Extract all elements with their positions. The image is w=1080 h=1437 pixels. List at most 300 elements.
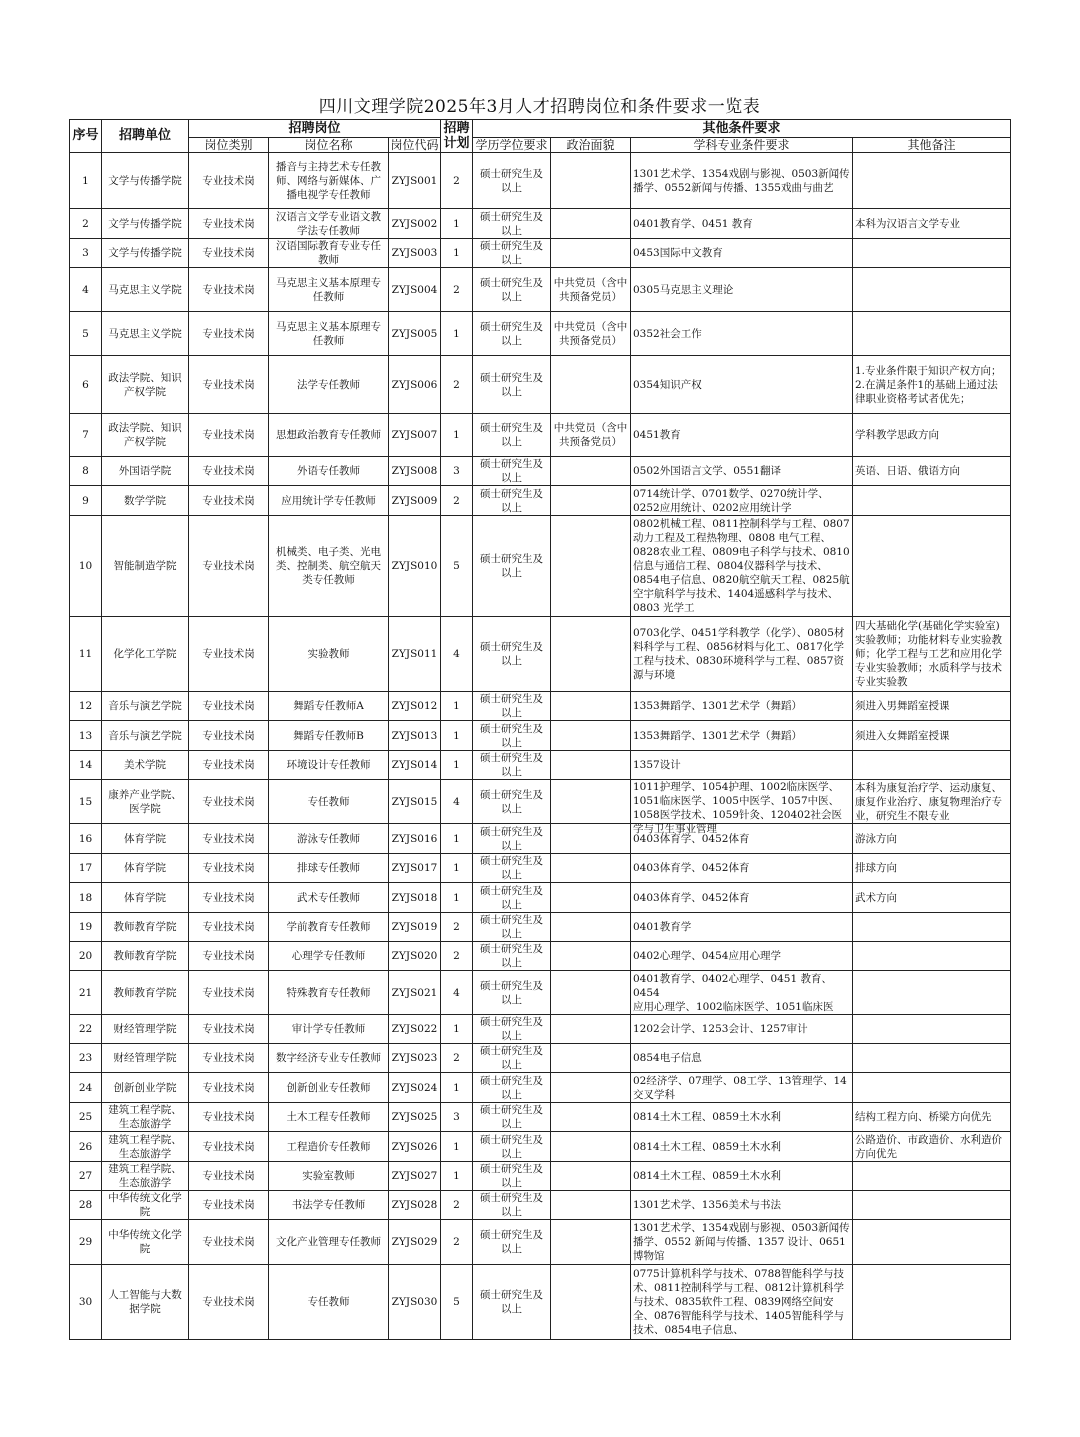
cell-remark [853,1073,1011,1103]
table-row [70,854,1011,883]
cell-unit [102,457,189,486]
cell-major [631,1044,853,1073]
cell-type-text: 专业技术岗 [202,429,255,441]
cell-name-text: 马克思主义基本原理专任教师 [276,276,381,303]
cell-plan-text: 5 [453,560,460,572]
cell-plan [441,268,473,312]
cell-seq-text: 11 [78,648,93,660]
cell-plan-text: 2 [453,1236,460,1248]
cell-major [631,268,853,312]
cell-name [269,1132,389,1162]
cell-degree-text: 硕士研究生及以上 [480,914,543,940]
cell-seq [70,209,102,239]
cell-degree-text: 硕士研究生及以上 [480,943,543,969]
cell-politics-text: 中共党员（含中共预备党员） [553,276,628,303]
cell-remark-text: 排球方向 [855,862,897,874]
cell-name-text: 审计学专任教师 [291,1023,366,1035]
cell-plan [441,780,473,824]
cell-code [389,721,441,751]
cell-plan-text: 2 [453,1052,460,1064]
cell-degree [473,971,551,1015]
cell-name-text: 外语专任教师 [297,465,360,477]
cell-major [631,971,853,1015]
cell-type [189,1073,269,1103]
cell-type-text: 专业技术岗 [202,465,255,477]
cell-code-text: ZYJS011 [391,648,438,660]
cell-seq [70,1044,102,1073]
cell-code [389,1103,441,1132]
cell-name [269,692,389,721]
cell-degree [473,1132,551,1162]
cell-plan-text: 4 [453,795,460,808]
cell-name-text: 游泳专任教师 [297,832,360,845]
cell-remark-text: 须进入女舞蹈室授课 [855,729,950,742]
cell-major [631,209,853,239]
cell-remark [853,1265,1011,1340]
cell-remark [853,414,1011,457]
cell-plan-text: 1 [453,429,460,441]
cell-type-text: 专业技术岗 [202,986,255,999]
cell-code-text: ZYJS023 [391,1052,438,1064]
cell-type [189,239,269,268]
cell-major [631,239,853,268]
cell-type [189,883,269,913]
cell-remark [853,268,1011,312]
cell-unit-text: 政法学院、知识产权学院 [108,371,182,398]
cell-politics [551,1132,631,1162]
cell-plan-text: 5 [453,1296,460,1308]
cell-name [269,854,389,883]
cell-code-text: ZYJS013 [391,729,438,742]
cell-unit [102,268,189,312]
cell-degree-text: 硕士研究生及以上 [480,855,543,881]
cell-degree [473,1265,551,1340]
cell-name [269,486,389,516]
cell-plan [441,1015,473,1044]
cell-seq [70,780,102,824]
cell-major-text: 1301艺术学、1356美术与书法 [633,1199,781,1211]
cell-seq [70,1220,102,1265]
cell-name [269,883,389,913]
cell-code-text: ZYJS020 [391,950,438,962]
cell-name-text: 思想政治教育专任教师 [276,429,381,441]
cell-name [269,1073,389,1103]
cell-unit [102,486,189,516]
cell-name-text: 汉语国际教育专业专任教师 [276,240,381,266]
cell-seq [70,1073,102,1103]
cell-code-text: ZYJS008 [391,465,438,477]
cell-unit-text: 人工智能与大数据学院 [108,1289,182,1315]
cell-code-text: ZYJS003 [391,247,438,259]
cell-remark [853,780,1011,824]
cell-plan [441,1220,473,1265]
cell-type [189,780,269,824]
table-row [70,209,1011,239]
cell-plan-text: 2 [453,950,460,962]
cell-politics [551,692,631,721]
cell-code-text: ZYJS030 [391,1296,438,1308]
cell-major-text: 0354知识产权 [633,378,702,391]
cell-major-text: 1301艺术学、1354戏剧与影视、0503新闻传播学、0552新闻与传播、1355戏曲与曲艺 [633,167,850,194]
table-row [70,751,1011,780]
cell-name-text: 专任教师 [307,1296,350,1308]
cell-seq-text: 30 [78,1296,93,1308]
cell-major-text: 0453国际中文教育 [633,247,723,259]
cell-unit [102,153,189,209]
cell-name [269,414,389,457]
cell-degree [473,1162,551,1191]
cell-name [269,971,389,1015]
cell-politics-text: 中共党员（含中共预备党员） [553,422,628,448]
cell-plan [441,414,473,457]
cell-name [269,1162,389,1191]
cell-degree-text: 硕士研究生及以上 [480,1133,543,1160]
cell-plan-text: 3 [453,465,460,477]
cell-type-text: 专业技术岗 [202,1199,255,1211]
cell-major [631,1132,853,1162]
cell-code [389,153,441,209]
cell-remark [853,942,1011,971]
cell-major [631,692,853,721]
cell-name-text: 土木工程专任教师 [286,1111,371,1123]
cell-type-text: 专业技术岗 [202,950,255,962]
cell-unit [102,1191,189,1220]
cell-unit [102,913,189,942]
cell-seq [70,971,102,1015]
table-row [70,1044,1011,1073]
cell-remark-text: 本科为康复治疗学、运动康复、康复作业治疗、康复物理治疗专业，研究生不限专业 [855,781,1002,822]
table-row [70,312,1011,356]
header-remarks: 其他备注 [853,138,1011,153]
cell-code-text: ZYJS026 [391,1140,438,1153]
cell-major [631,312,853,356]
cell-unit-text: 创新创业学院 [113,1081,177,1094]
cell-name-text: 机械类、电子类、光电类、控制类、航空航天类专任教师 [276,546,381,586]
cell-code [389,1132,441,1162]
cell-unit [102,1103,189,1132]
cell-plan [441,883,473,913]
cell-plan [441,1162,473,1191]
cell-type [189,824,269,854]
cell-politics [551,457,631,486]
table-row [70,486,1011,516]
cell-name [269,516,389,617]
cell-unit-text: 教师教育学院 [113,986,177,999]
cell-code [389,942,441,971]
cell-major-text: 0402心理学、0454应用心理学 [633,950,781,962]
table-row [70,239,1011,268]
cell-degree-text: 硕士研究生及以上 [480,167,543,194]
cell-remark [853,1044,1011,1073]
cell-plan [441,971,473,1015]
table-row [70,516,1011,617]
cell-name-text: 特殊教育专任教师 [286,986,371,999]
cell-code [389,457,441,486]
cell-name [269,913,389,942]
table-row [70,1132,1011,1162]
cell-code-text: ZYJS029 [391,1236,438,1248]
cell-remark [853,356,1011,414]
cell-major-text: 0775计算机科学与技术、0788智能科学与技术、0811控制科学与工程、0812计算机科学与技术、0835软件工程、0839网络空间安全、0876智能科学与技术、1405智能科学与技术、0854电子信息、 [633,1268,844,1336]
cell-seq [70,414,102,457]
cell-plan [441,824,473,854]
cell-major [631,1103,853,1132]
cell-unit [102,414,189,457]
cell-remark [853,721,1011,751]
cell-major-text: 0802机械工程、0811控制科学与工程、0807 动力工程及工程热物理、0808 电气工程、0828农业工程、0809电子科学与技术、0810信息与通信工程、0804仪器科学与技术、0854电子信息、0820航空航天工程、0825航空宇航科学与技术、1404遥感科学与技术、0803 光学工 [633,518,850,614]
cell-degree-text: 硕士研究生及以上 [480,641,543,667]
cell-name-text: 武术专任教师 [297,891,360,904]
cell-major-text: 02经济学、07理学、08工学、13管理学、14交叉学科 [633,1074,847,1101]
cell-degree-text: 硕士研究生及以上 [480,693,543,719]
cell-type-text: 专业技术岗 [202,862,255,874]
cell-name-text: 环境设计专任教师 [286,759,371,771]
cell-major-text: 0401教育学、0402心理学、0451 教育、0454 应用心理学、1002临床医学、1051临床医 [633,972,834,1013]
cell-unit-text: 中华传统文化学院 [108,1229,182,1255]
cell-degree-text: 硕士研究生及以上 [480,1163,543,1189]
table-row [70,1265,1011,1340]
cell-degree [473,942,551,971]
cell-seq [70,1132,102,1162]
cell-degree [473,268,551,312]
cell-plan-text: 1 [453,1170,460,1182]
cell-unit [102,239,189,268]
cell-remark [853,1162,1011,1191]
cell-plan-text: 2 [453,921,460,933]
cell-unit-text: 马克思主义学院 [108,283,182,296]
cell-code-text: ZYJS015 [391,795,438,808]
cell-plan [441,692,473,721]
cell-type [189,942,269,971]
cell-major [631,153,853,209]
cell-code [389,1220,441,1265]
cell-remark-text: 公路造价、市政造价、水利造价方向优先 [855,1133,1002,1160]
table-row [70,1191,1011,1220]
cell-degree [473,1220,551,1265]
cell-major-text: 0401教育学 [633,921,692,933]
cell-seq-text: 22 [78,1023,93,1035]
header-post-name: 岗位名称 [269,138,389,153]
cell-name-text: 舞蹈专任教师A [293,700,364,712]
cell-major [631,457,853,486]
cell-name-text: 心理学专任教师 [291,950,366,962]
cell-name-text: 学前教育专任教师 [286,921,371,933]
cell-politics [551,356,631,414]
cell-seq-text: 23 [78,1052,93,1064]
cell-degree [473,721,551,751]
cell-unit-text: 体育学院 [124,862,166,874]
cell-remark-text: 结构工程方向、桥梁方向优先 [855,1111,992,1123]
cell-politics [551,854,631,883]
cell-politics [551,239,631,268]
cell-plan [441,486,473,516]
cell-remark-text: 游泳方向 [855,832,897,845]
cell-politics [551,824,631,854]
cell-remark [853,1132,1011,1162]
cell-degree-text: 硕士研究生及以上 [480,979,543,1006]
cell-major [631,1220,853,1265]
cell-code [389,209,441,239]
header-position-group: 招聘岗位 [189,120,441,138]
cell-unit [102,751,189,780]
cell-name [269,356,389,414]
table-row [70,1015,1011,1044]
cell-type [189,751,269,780]
cell-politics [551,1015,631,1044]
cell-remark [853,824,1011,854]
header-major: 学科专业条件要求 [631,138,853,153]
table-row [70,883,1011,913]
cell-type [189,312,269,356]
cell-politics [551,1103,631,1132]
cell-plan [441,942,473,971]
cell-seq [70,824,102,854]
table-row [70,692,1011,721]
cell-unit-text: 音乐与演艺学院 [108,700,182,712]
cell-politics [551,1265,631,1340]
cell-type [189,1103,269,1132]
cell-remark [853,1191,1011,1220]
cell-code [389,780,441,824]
cell-plan [441,516,473,617]
cell-name [269,268,389,312]
cell-unit-text: 智能制造学院 [113,560,177,572]
cell-code [389,913,441,942]
cell-unit-text: 体育学院 [124,832,166,845]
cell-plan [441,1132,473,1162]
cell-seq-text: 10 [78,560,93,572]
cell-seq-text: 6 [82,378,89,391]
cell-seq-text: 14 [78,759,93,771]
cell-major-text: 1353舞蹈学、1301艺术学（舞蹈） [633,700,802,712]
cell-unit [102,1162,189,1191]
cell-degree-text: 硕士研究生及以上 [480,788,543,815]
cell-code [389,239,441,268]
header-politics: 政治面貌 [551,138,631,153]
cell-name [269,751,389,780]
cell-degree-text: 硕士研究生及以上 [480,1045,543,1071]
table-row [70,153,1011,209]
cell-plan-text: 4 [453,648,460,660]
cell-seq [70,486,102,516]
cell-code [389,268,441,312]
cell-name [269,824,389,854]
cell-plan [441,617,473,692]
cell-degree-text: 硕士研究生及以上 [480,320,543,347]
cell-remark [853,239,1011,268]
cell-unit [102,1132,189,1162]
cell-unit-text: 文学与传播学院 [108,217,182,230]
cell-degree-text: 硕士研究生及以上 [480,884,543,911]
cell-major-text: 0814土木工程、0859土木水利 [633,1111,781,1123]
cell-code-text: ZYJS006 [391,378,438,391]
cell-type [189,268,269,312]
cell-name [269,1044,389,1073]
cell-remark [853,486,1011,516]
cell-name [269,1220,389,1265]
cell-remark [853,312,1011,356]
cell-seq-text: 19 [78,921,93,933]
cell-remark [853,457,1011,486]
cell-code-text: ZYJS019 [391,921,438,933]
cell-unit-text: 美术学院 [124,759,166,771]
cell-unit [102,617,189,692]
cell-name [269,457,389,486]
cell-name [269,209,389,239]
cell-major-text: 1357设计 [633,759,681,771]
cell-code [389,1265,441,1340]
cell-plan-text: 2 [453,174,460,187]
cell-name [269,1103,389,1132]
cell-degree [473,414,551,457]
cell-seq-text: 15 [78,795,93,808]
cell-degree [473,617,551,692]
cell-code [389,486,441,516]
cell-degree-text: 硕士研究生及以上 [480,1074,543,1101]
cell-name-text: 汉语言文学专业语文教学法专任教师 [276,210,381,237]
header-post-type: 岗位类别 [189,138,269,153]
cell-plan [441,1265,473,1340]
cell-politics [551,209,631,239]
cell-type [189,1132,269,1162]
cell-degree-text: 硕士研究生及以上 [480,1289,543,1315]
cell-politics-text: 中共党员（含中共预备党员） [553,320,628,347]
cell-seq [70,1265,102,1340]
cell-plan [441,457,473,486]
table-row [70,780,1011,824]
cell-unit [102,1073,189,1103]
cell-plan-text: 2 [453,283,460,296]
cell-code [389,751,441,780]
cell-seq-text: 3 [82,247,89,259]
cell-plan-text: 1 [453,862,460,874]
cell-major [631,751,853,780]
cell-seq [70,1191,102,1220]
header-plan: 招聘计划 [441,120,473,153]
cell-seq-text: 4 [82,283,89,296]
cell-plan-text: 2 [453,1199,460,1211]
cell-plan-text: 1 [453,891,460,904]
cell-unit [102,883,189,913]
table-row [70,721,1011,751]
cell-unit [102,1015,189,1044]
table-header [70,120,1011,153]
cell-seq [70,1015,102,1044]
cell-name [269,1191,389,1220]
cell-degree-text: 硕士研究生及以上 [480,458,543,484]
cell-unit-text: 体育学院 [124,891,166,904]
cell-remark-text: 学科教学思政方向 [855,429,939,441]
cell-type [189,1044,269,1073]
cell-major [631,913,853,942]
cell-type-text: 专业技术岗 [202,1023,255,1035]
cell-degree [473,356,551,414]
cell-remark [853,751,1011,780]
cell-degree [473,854,551,883]
cell-code-text: ZYJS016 [391,832,438,845]
cell-major [631,942,853,971]
cell-name-text: 书法学专任教师 [291,1199,366,1211]
cell-degree-text: 硕士研究生及以上 [480,422,543,448]
cell-type [189,1162,269,1191]
cell-unit [102,356,189,414]
cell-degree-text: 硕士研究生及以上 [480,1104,543,1130]
cell-degree [473,824,551,854]
table-row [70,268,1011,312]
cell-major [631,1073,853,1103]
cell-type [189,356,269,414]
cell-degree [473,1044,551,1073]
